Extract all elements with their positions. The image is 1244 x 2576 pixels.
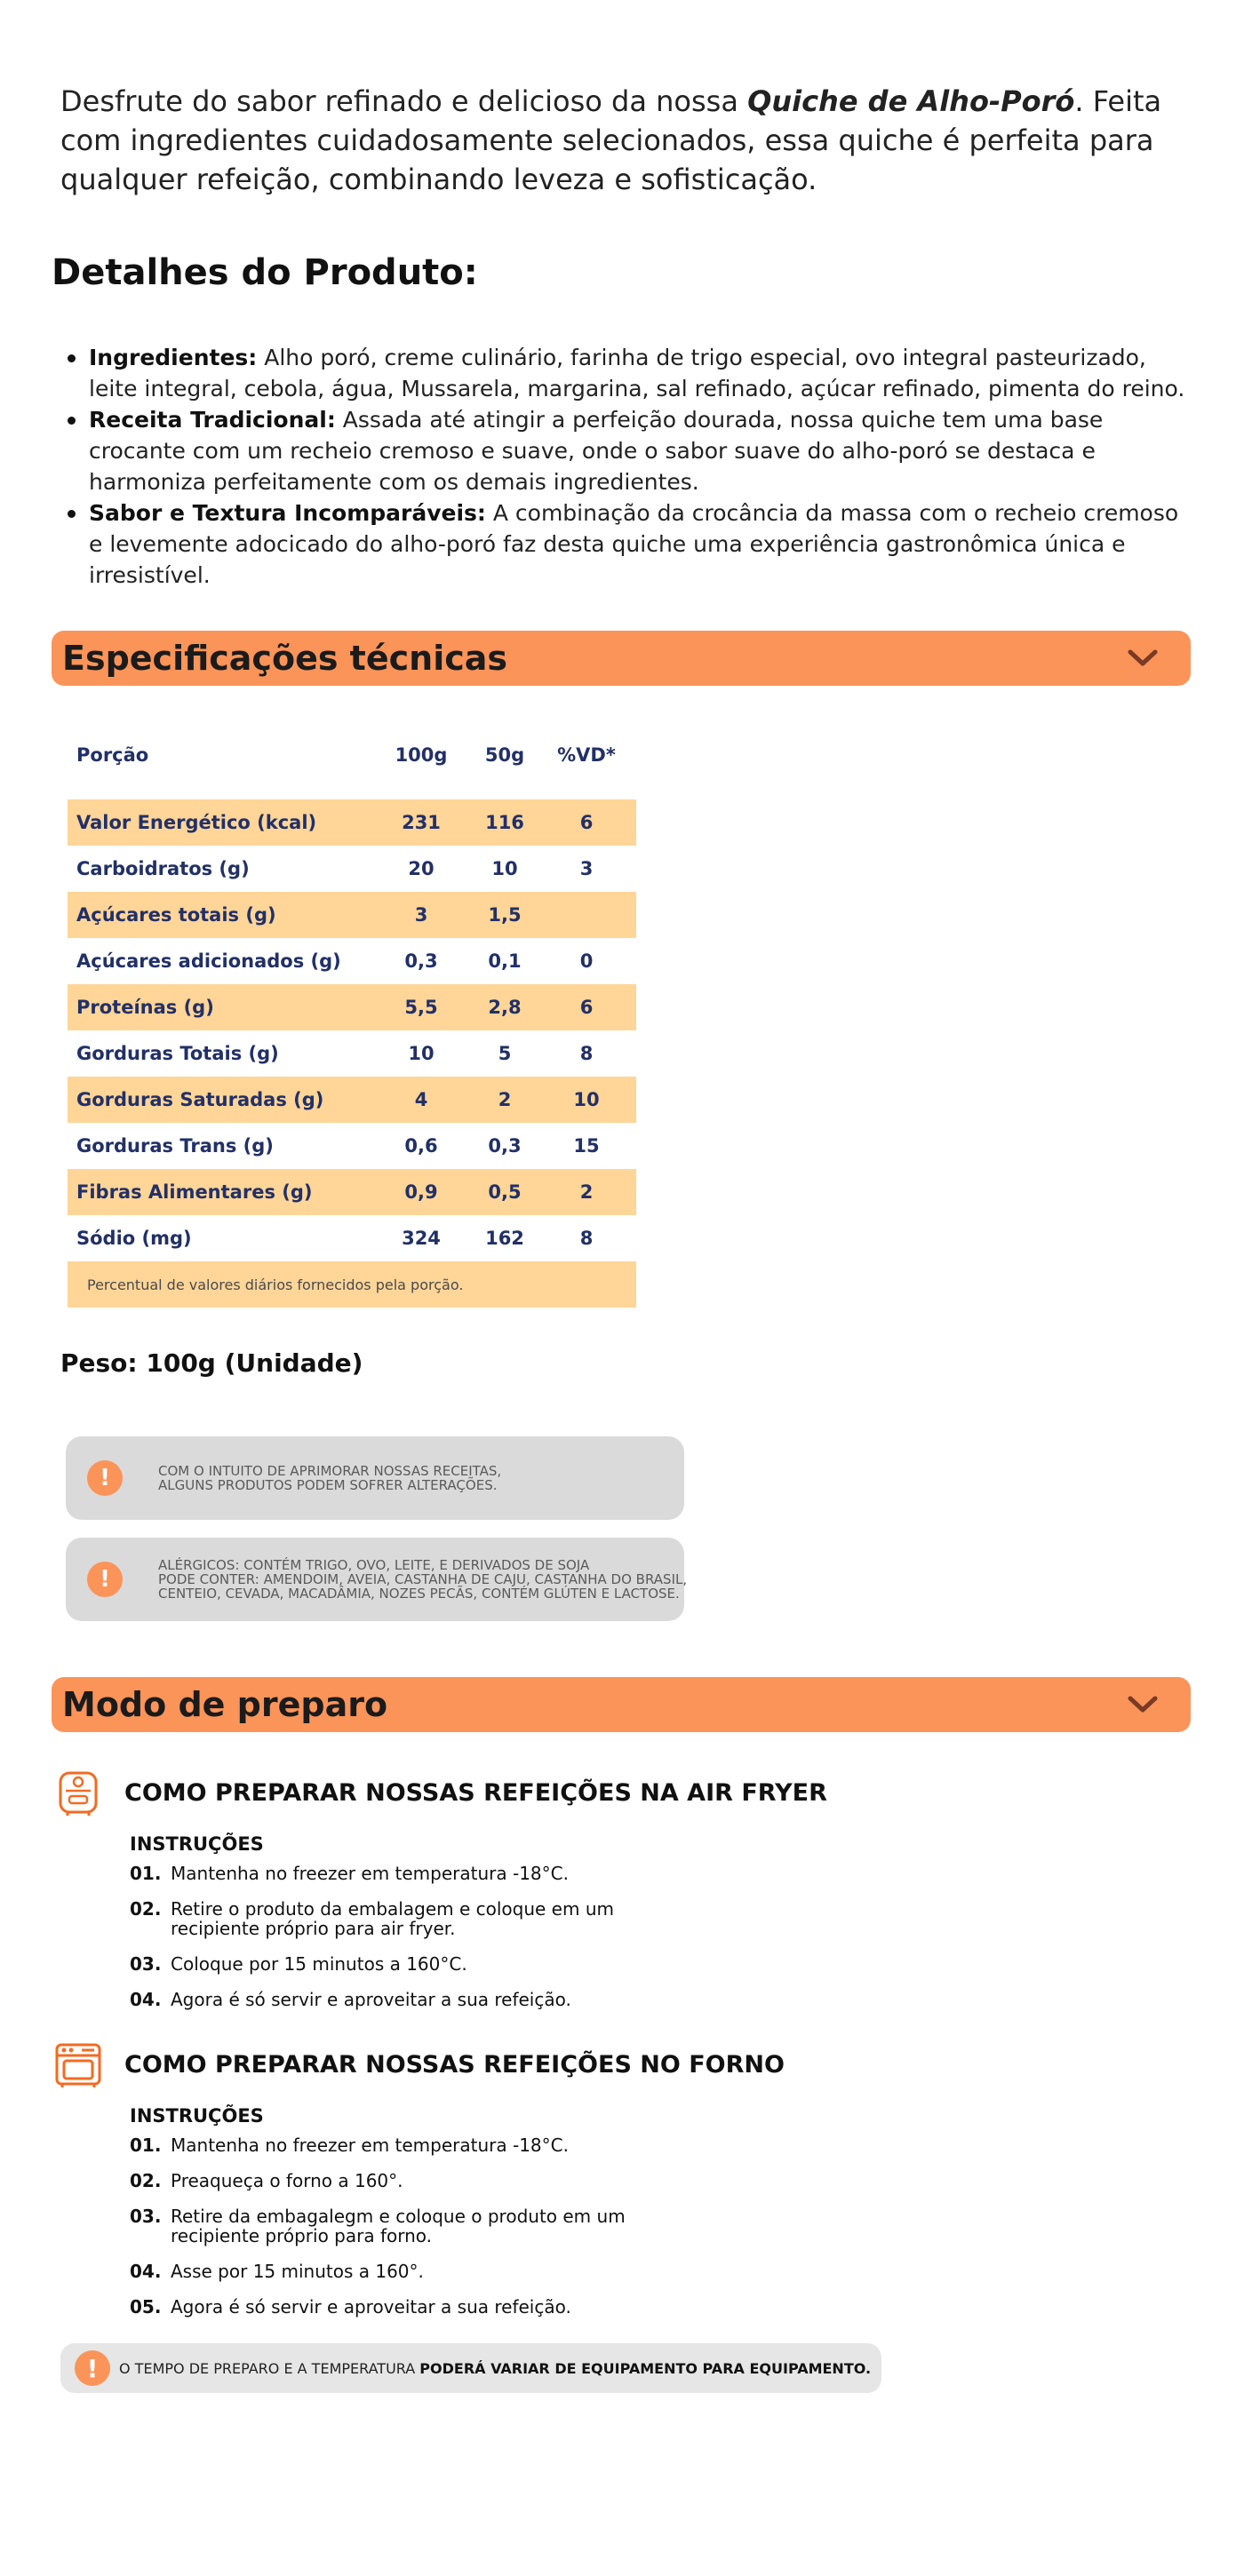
nutrition-row bbox=[68, 1030, 636, 1077]
nutrition-row bbox=[68, 892, 636, 938]
details-item-label: Receita Tradicional: bbox=[89, 407, 336, 433]
chevron-down-icon bbox=[1127, 1694, 1159, 1715]
nutrient-value: 1,5 bbox=[488, 904, 522, 926]
alert-icon: ! bbox=[75, 2350, 110, 2386]
nutrient-name: Sódio (mg) bbox=[76, 1228, 192, 1249]
nutrition-row bbox=[68, 1123, 636, 1169]
oven-instructions-label: INSTRUÇÕES bbox=[130, 2105, 264, 2127]
step-item bbox=[130, 1954, 1120, 1974]
nutrient-name: Valor Energético (kcal) bbox=[76, 812, 317, 833]
step-item bbox=[130, 1899, 1120, 1938]
notice-text bbox=[158, 1464, 501, 1492]
nutrition-body bbox=[68, 799, 636, 1261]
step-number: 02. bbox=[130, 1898, 162, 1920]
nutrient-name: Gorduras Saturadas (g) bbox=[76, 1089, 324, 1110]
nutrition-header-row bbox=[68, 728, 636, 782]
step-text: Agora é só servir e aproveitar a sua refeição. bbox=[171, 1989, 571, 2010]
nutrient-value: 0,3 bbox=[488, 1135, 522, 1157]
chevron-down-icon bbox=[1127, 648, 1159, 669]
nutrition-row bbox=[68, 1215, 636, 1261]
warning-text bbox=[119, 2360, 871, 2377]
nutrient-value: 8 bbox=[579, 1228, 594, 1249]
product-name: Quiche de Alho-Poró bbox=[747, 84, 1075, 118]
step-text: Asse por 15 minutos a 160°. bbox=[171, 2261, 424, 2282]
step-number: 04. bbox=[130, 2261, 162, 2282]
nutrient-value: 0 bbox=[579, 950, 594, 972]
airfryer-instructions-label: INSTRUÇÕES bbox=[130, 1833, 264, 1855]
air-fryer-icon bbox=[53, 1768, 103, 1817]
nutrient-value: 0,3 bbox=[404, 950, 438, 972]
nutrient-value: 6 bbox=[579, 812, 594, 833]
step-number: 04. bbox=[130, 1989, 162, 2010]
nutrient-value: 0,9 bbox=[404, 1181, 438, 1203]
nutrient-value: 10 bbox=[408, 1043, 435, 1064]
details-item-recipe bbox=[62, 404, 1191, 497]
header-50g: 50g bbox=[484, 744, 525, 766]
details-item-text: A combinação da crocância da massa com o recheio cremoso e levemente adocicado do alho-poró faz desta quiche uma experiência gastronômica única e irresistível. bbox=[89, 500, 1179, 588]
nutrition-table bbox=[68, 728, 636, 1308]
nutrition-footnote: Percentual de valores diários fornecidos pela porção. bbox=[68, 1261, 636, 1308]
step-item bbox=[130, 1990, 1120, 2009]
airfryer-method bbox=[53, 1768, 1120, 2025]
nutrient-value: 10 bbox=[573, 1089, 600, 1110]
allergen-line: CENTEIO, CEVADA, MACADÂMIA, NOZES PECÃS, CONTÉM GLÚTEN E LACTOSE. bbox=[158, 1586, 680, 1602]
airfryer-title: COMO PREPARAR NOSSAS REFEIÇÕES NA AIR FRYER bbox=[124, 1778, 827, 1807]
details-item-text: Assada até atingir a perfeição dourada, nossa quiche tem uma base crocante com um recheio cremoso e suave, onde o sabor suave do alho-poró se destaca e harmoniza perfeitamente com os demais ingredientes. bbox=[89, 407, 1104, 495]
allergen-line: PODE CONTER: AMENDOIM, AVEIA, CASTANHA DE CAJU, CASTANHA DO BRASIL, bbox=[158, 1571, 688, 1587]
alert-icon: ! bbox=[87, 1460, 123, 1496]
details-item-flavor bbox=[62, 497, 1191, 591]
nutrient-value: 324 bbox=[402, 1228, 441, 1249]
nutrient-name: Carboidratos (g) bbox=[76, 858, 250, 879]
oven-title: COMO PREPARAR NOSSAS REFEIÇÕES NO FORNO bbox=[124, 2050, 785, 2079]
nutrition-row bbox=[68, 1169, 636, 1215]
step-text: Mantenha no freezer em temperatura -18°C. bbox=[171, 1863, 569, 1884]
nutrient-value: 8 bbox=[579, 1043, 594, 1064]
step-text: Retire o produto da embalagem e coloque em um recipiente próprio para air fryer. bbox=[171, 1898, 614, 1939]
header-100g: 100g bbox=[395, 744, 448, 766]
step-item bbox=[130, 2297, 1120, 2317]
nutrient-value: 20 bbox=[408, 858, 435, 879]
nutrient-value: 0,1 bbox=[488, 950, 522, 972]
nutrient-value: 5,5 bbox=[404, 997, 438, 1018]
details-item-ingredients bbox=[62, 342, 1191, 404]
nutrient-value: 10 bbox=[491, 858, 518, 879]
oven-icon bbox=[53, 2039, 103, 2089]
nutrition-row bbox=[68, 1077, 636, 1123]
nutrition-row bbox=[68, 799, 636, 846]
preparation-accordion-header[interactable] bbox=[52, 1677, 1191, 1732]
nutrition-row bbox=[68, 984, 636, 1030]
step-item bbox=[130, 2206, 1120, 2246]
nutrient-value: 0,5 bbox=[488, 1181, 522, 1203]
step-number: 03. bbox=[130, 1953, 162, 1975]
preparation-title: Modo de preparo bbox=[62, 1685, 388, 1724]
step-number: 01. bbox=[130, 2135, 162, 2156]
warning-text-normal: O TEMPO DE PREPARO E A TEMPERATURA bbox=[119, 2359, 420, 2377]
nutrient-name: Proteínas (g) bbox=[76, 997, 214, 1018]
nutrient-value: 5 bbox=[498, 1043, 512, 1064]
nutrient-value: 2,8 bbox=[488, 997, 522, 1018]
nutrient-value: 3 bbox=[579, 858, 594, 879]
intro-text-start: Desfrute do sabor refinado e delicioso da nossa bbox=[60, 84, 748, 118]
oven-steps bbox=[130, 2135, 1120, 2317]
step-text: Retire da embagalegm e coloque o produto em um recipiente próprio para forno. bbox=[171, 2206, 626, 2246]
specs-accordion-header[interactable] bbox=[52, 631, 1191, 686]
nutrient-value: 2 bbox=[579, 1181, 594, 1203]
nutrient-value: 116 bbox=[485, 812, 524, 833]
step-item bbox=[130, 2262, 1120, 2281]
nutrient-name: Fibras Alimentares (g) bbox=[76, 1181, 313, 1203]
details-list bbox=[62, 342, 1191, 591]
intro-text-end: . Feita com ingredientes cuidadosamente selecionados, essa quiche é perfeita para qualquer refeição, combinando leveza e sofisticação. bbox=[60, 84, 1162, 196]
step-item bbox=[130, 2135, 1120, 2155]
step-number: 02. bbox=[130, 2170, 162, 2191]
nutrient-value: 162 bbox=[485, 1228, 524, 1249]
header-portion: Porção bbox=[76, 744, 149, 766]
step-number: 05. bbox=[130, 2296, 162, 2318]
nutrient-value: 6 bbox=[579, 997, 594, 1018]
step-number: 03. bbox=[130, 2206, 162, 2227]
step-number: 01. bbox=[130, 1863, 162, 1884]
recipe-change-notice bbox=[66, 1436, 684, 1520]
nutrient-value: 3 bbox=[414, 904, 428, 926]
nutrient-name: Açúcares adicionados (g) bbox=[76, 950, 341, 972]
airfryer-header bbox=[53, 1768, 1120, 1817]
nutrient-name: Açúcares totais (g) bbox=[76, 904, 276, 926]
nutrient-name: Gorduras Trans (g) bbox=[76, 1135, 274, 1157]
nutrient-value: 15 bbox=[573, 1135, 600, 1157]
step-item bbox=[130, 2171, 1120, 2190]
nutrient-value: 0,6 bbox=[404, 1135, 438, 1157]
details-item-text: Alho poró, creme culinário, farinha de trigo especial, ovo integral pasteurizado, leite integral, cebola, água, Mussarela, margarina, sal refinado, açúcar refinado, pimenta do reino. bbox=[89, 345, 1185, 402]
nutrition-row bbox=[68, 938, 636, 984]
step-text: Coloque por 15 minutos a 160°C. bbox=[171, 1953, 467, 1975]
oven-method bbox=[53, 2039, 1120, 2333]
notice-line: COM O INTUITO DE APRIMORAR NOSSAS RECEITAS, bbox=[158, 1463, 502, 1479]
step-text: Agora é só servir e aproveitar a sua refeição. bbox=[171, 2296, 571, 2318]
header-vd: %VD* bbox=[557, 744, 616, 766]
step-text: Mantenha no freezer em temperatura -18°C. bbox=[171, 2135, 569, 2156]
nutrient-value: 4 bbox=[414, 1089, 428, 1110]
nutrient-value: 231 bbox=[402, 812, 441, 833]
alert-icon: ! bbox=[87, 1562, 123, 1597]
specs-title: Especificações técnicas bbox=[62, 639, 508, 678]
step-text: Preaqueça o forno a 160°. bbox=[171, 2170, 403, 2191]
nutrition-row bbox=[68, 846, 636, 892]
airfryer-steps bbox=[130, 1864, 1120, 2009]
product-weight: Peso: 100g (Unidade) bbox=[60, 1348, 363, 1378]
details-item-label: Sabor e Textura Incomparáveis: bbox=[89, 500, 486, 526]
intro-paragraph bbox=[60, 82, 1171, 199]
warning-text-bold: PODERÁ VARIAR DE EQUIPAMENTO PARA EQUIPAMENTO. bbox=[419, 2359, 872, 2377]
allergen-notice bbox=[66, 1538, 688, 1621]
equipment-warning bbox=[60, 2343, 881, 2393]
nutrient-name: Gorduras Totais (g) bbox=[76, 1043, 279, 1064]
details-item-label: Ingredientes: bbox=[89, 345, 258, 370]
notice-line: ALGUNS PRODUTOS PODEM SOFRER ALTERAÇÕES. bbox=[158, 1477, 498, 1493]
details-title: Detalhes do Produto: bbox=[52, 252, 478, 293]
oven-header bbox=[53, 2039, 1120, 2089]
allergen-line: ALÉRGICOS: CONTÉM TRIGO, OVO, LEITE, E DERIVADOS DE SOJA bbox=[158, 1557, 590, 1573]
nutrient-value: 2 bbox=[498, 1089, 512, 1110]
step-item bbox=[130, 1864, 1120, 1883]
allergen-text bbox=[158, 1558, 687, 1601]
